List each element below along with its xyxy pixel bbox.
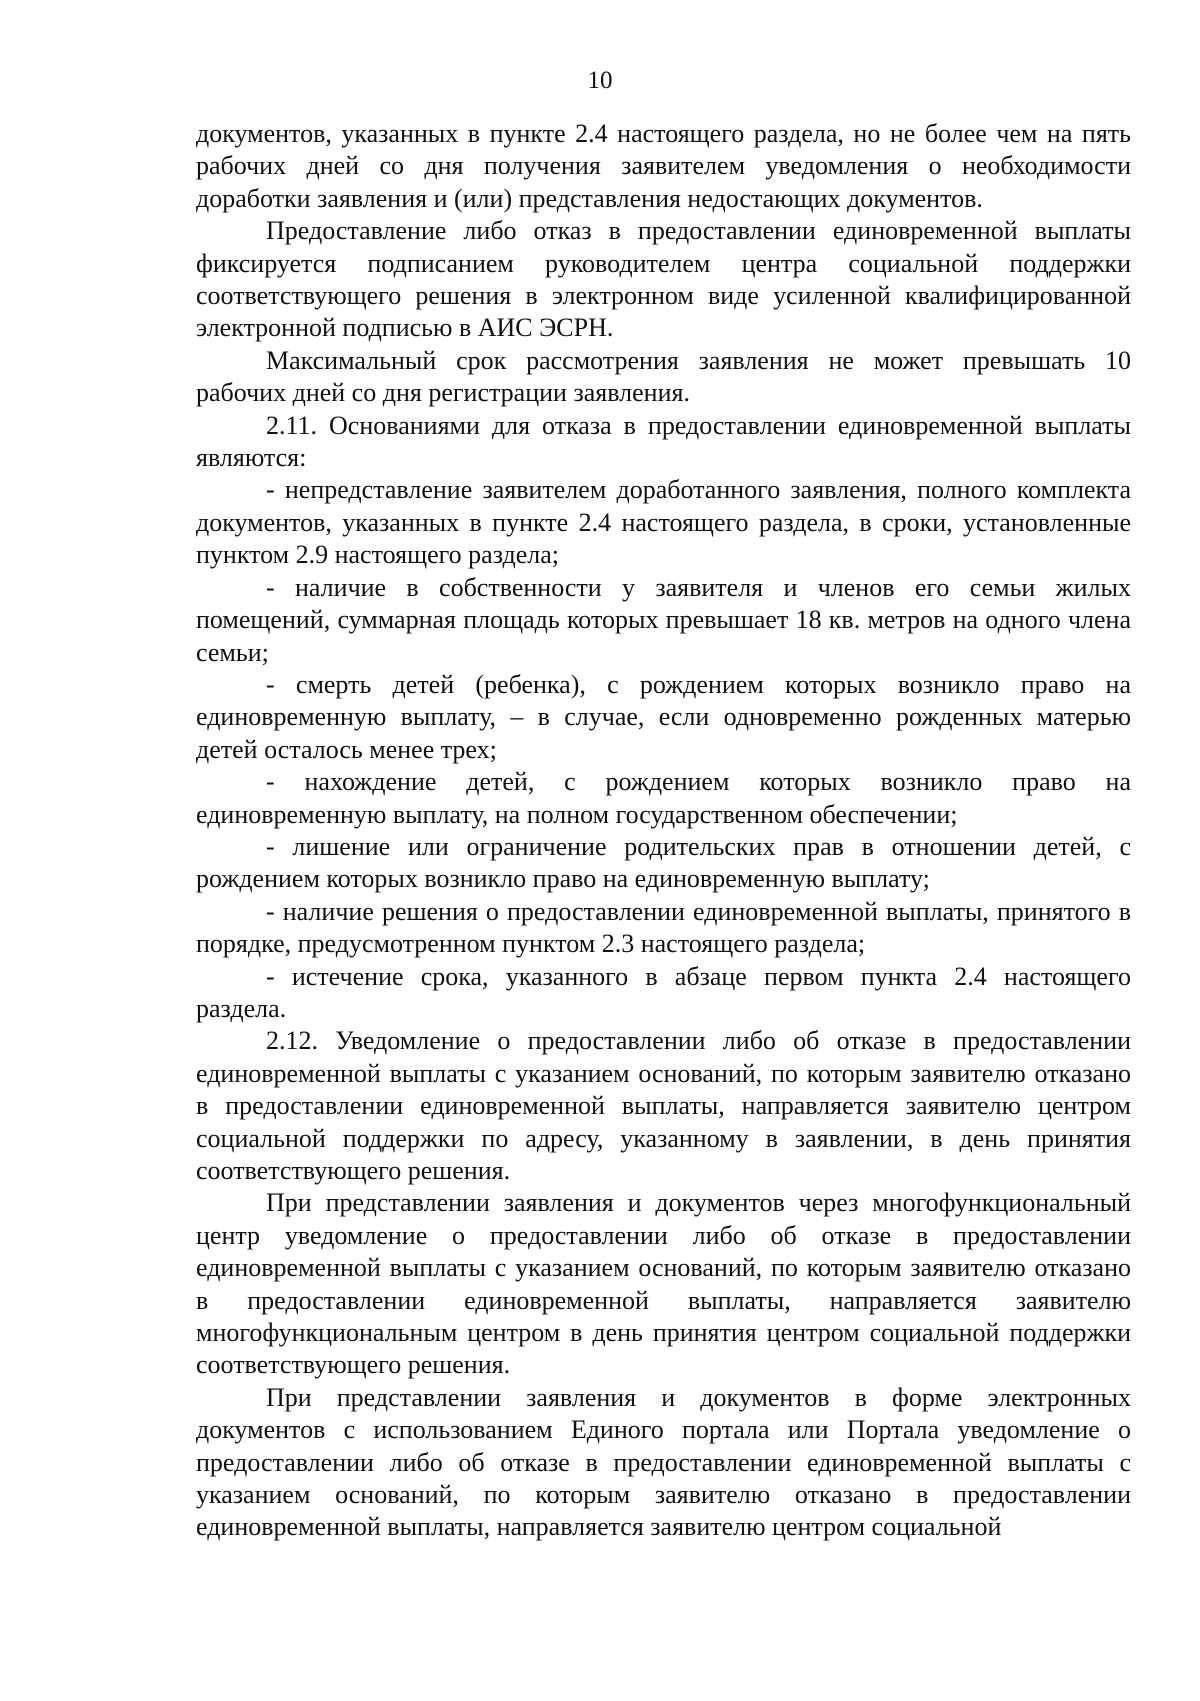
document-body (196, 118, 1131, 1544)
list-item-state-support: - нахождение детей, с рождением которых возникло право на единовременную выплату, на полном государственном обеспечении; (196, 767, 1131, 829)
list-item-parental-rights: - лишение или ограничение родительских прав в отношении детей, с рождением которых возникло право на единовременную выплату; (196, 831, 1131, 894)
paragraph-max-review-term: Максимальный срок рассмотрения заявления не может превышать 10 рабочих дней со дня регистрации заявления. (196, 345, 1131, 408)
paragraph-2-12-notification: 2.12. Уведомление о предоставлении либо об отказе в предоставлении единовременной выплаты с указанием оснований, по которым заявителю отказано в предоставлении единовременной выплаты, направляется заявителю центром социальной поддержки по адресу, указанному в заявлении, в день принятия соответствующего решения. (196, 1026, 1131, 1185)
list-item-term-expired: - истечение срока, указанного в абзаце первом пункта 2.4 настоящего раздела. (196, 961, 1131, 1023)
paragraph-portal-notification: При представлении заявления и документов в форме электронных документов с использованием Единого портала или Портала уведомление о предоставлении либо об отказе в предоставлении единовременной выплаты с указанием оснований, по которым заявителю отказано в предоставлении единовременной выплаты, направляется заявителю центром социальной (196, 1382, 1131, 1542)
paragraph-continuation: документов, указанных в пункте 2.4 настоящего раздела, но не более чем на пять рабочих дней со дня получения заявителем уведомления о необходимости доработки заявления и (или) представления недостающих документов. (196, 119, 1131, 213)
list-item-housing-area: - наличие в собственности у заявителя и членов его семьи жилых помещений, суммарная площадь которых превышает 18 кв. метров на одного члена семьи; (196, 572, 1131, 667)
page-number: 10 (587, 67, 613, 94)
list-item-child-death: - смерть детей (ребенка), с рождением которых возникло право на единовременную выплату, – в случае, если одновременно рожденных матерью детей осталось менее трех; (196, 669, 1131, 764)
paragraph-2-11-refusal-grounds: 2.11. Основаниями для отказа в предоставлении единовременной выплаты являются: (196, 410, 1131, 473)
paragraph-decision-fixation: Предоставление либо отказ в предоставлении единовременной выплаты фиксируется подписанием руководителем центра социальной поддержки соответствующего решения в электронном виде усиленной квалифицированной электронной подписью в АИС ЭСРН. (196, 216, 1131, 343)
paragraph-mfc-notification: При представлении заявления и документов через многофункциональный центр уведомление о предоставлении либо об отказе в предоставлении единовременной выплаты с указанием оснований, по которым заявителю отказано в предоставлении единовременной выплаты, направляется заявителю многофункциональным центром в день принятия центром социальной поддержки соответствующего решения. (196, 1188, 1131, 1380)
list-item-non-submission: - непредставление заявителем доработанного заявления, полного комплекта документов, указанных в пункте 2.4 настоящего раздела, в сроки, установленные пунктом 2.9 настоящего раздела; (196, 475, 1131, 570)
list-item-existing-decision: - наличие решения о предоставлении единовременной выплаты, принятого в порядке, предусмотренном пунктом 2.3 настоящего раздела; (196, 896, 1131, 959)
